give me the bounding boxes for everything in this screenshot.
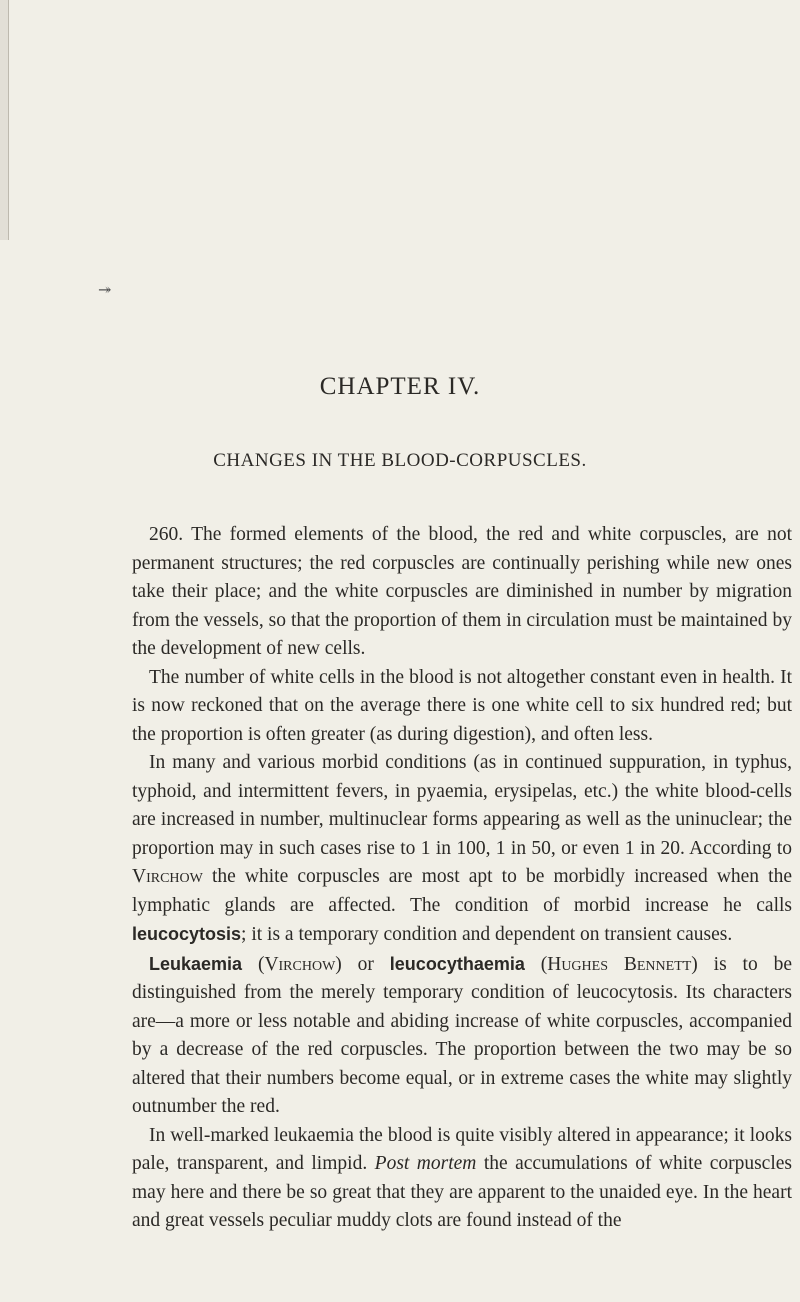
term-leukaemia: Leukaemia [149, 953, 243, 974]
paragraph-blood-appearance: In well-marked leukaemia the blood is quite visibly altered in appearance; it looks pale, transparent, and limpid. Post mortem the accumulations of white corpuscles may here and there be so great that they are apparent to the unaided eye. In the heart and great vessels peculiar muddy clots are found instead of the [132, 1124, 793, 1231]
page-gutter [0, 0, 9, 240]
body-text [132, 521, 792, 1236]
paragraph-white-cell-count: The number of white cells in the blood is not altogether constant even in health. It is now reckoned that on the average there is one white cell to six hundred red; but the proportion is often greater (as during digestion), and often less. [132, 666, 792, 745]
author-virchow: Virchow [132, 866, 203, 887]
term-post-mortem: Post mortem [374, 1153, 477, 1174]
chapter-subtitle: CHANGES IN THE BLOOD-CORPUSCLES. [213, 450, 587, 471]
paragraph-leukaemia: Leukaemia (Virchow) or leucocythaemia (Hughes Bennett) is to be distinguished from the merely temporary condition of leucocytosis. Its characters are—a more or less notable and abiding increase of white corpuscles, accompanied by a decrease of the red corpuscles. The proportion between the two may be so altered that their numbers become equal, or in extreme cases the white may slightly outnumber the red. [132, 953, 792, 1117]
paragraph-leucocytosis: In many and various morbid conditions (as in continued suppuration, in typhus, typhoid, and intermittent fevers, in pyaemia, erysipelas, etc.) the white blood-cells are increased in number, multinuclear forms appearing as well as the uninuclear; the proportion may in such cases rise to 1 in 100, 1 in 50, or even 1 in 20. According to Virchow the white corpuscles are most apt to be morbidly increased when the lymphatic glands are affected. The condition of morbid increase he calls leucocytosis; it is a temporary condition and dependent on transient causes. [132, 752, 792, 945]
term-leucocytosis: leucocytosis [132, 924, 242, 944]
author-virchow: Virchow [264, 953, 336, 975]
margin-mark: ↠ [98, 282, 112, 299]
chapter-heading: CHAPTER IV. [319, 373, 481, 400]
paragraph-260: 260. The formed elements of the blood, the red and white corpuscles, are not permanent structures; the red corpuscles are continually perishing while new ones take their place; and the white corpuscles are diminished in number by migration from the vessels, so that the proportion of them in circulation must be maintained by the development of new cells. [132, 524, 792, 659]
author-hughes-bennett: Hughes Bennett [547, 953, 692, 975]
term-leucocythaemia: leucocythaemia [389, 953, 525, 974]
